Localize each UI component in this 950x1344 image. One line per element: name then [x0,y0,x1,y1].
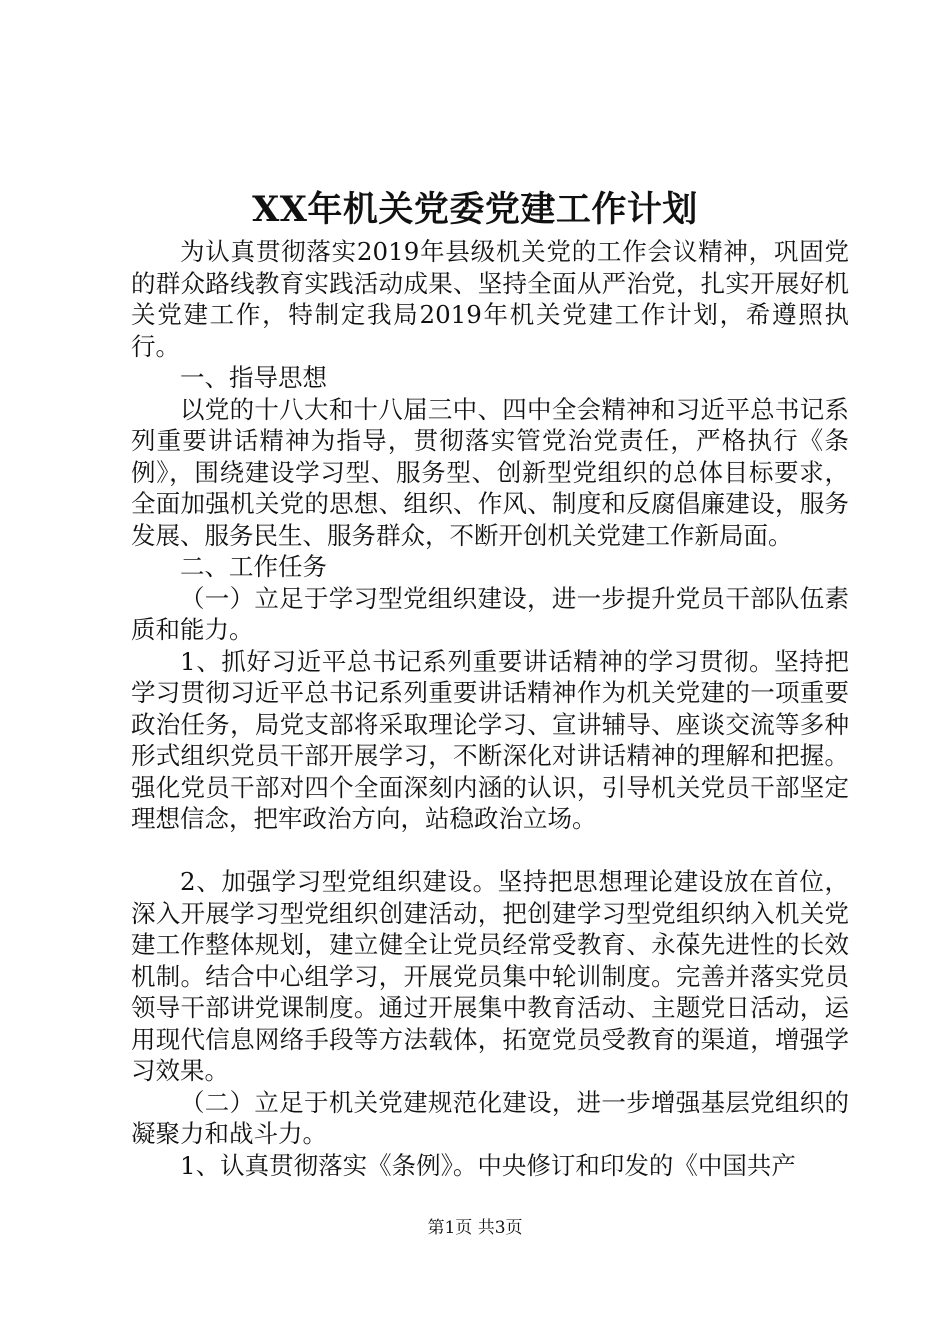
subheading-learning-organization: （一）立足于学习型党组织建设，进一步提升党员干部队伍素质和能力。 [131,583,849,644]
subheading-standardization: （二）立足于机关党建规范化建设，进一步增强基层党组织的凝聚力和战斗力。 [131,1087,849,1148]
paragraph-task-1: 1、抓好习近平总书记系列重要讲话精神的学习贯彻。坚持把学习贯彻习近平总书记系列重要讲话精神作为机关党建的一项重要政治任务，局党支部将采取理论学习、宣讲辅导、座谈交流等多种形式组织党员干部开展学习，不断深化对讲话精神的理解和把握。强化党员干部对四个全面深刻内涵的认识，引导机关党员干部坚定理想信念，把牢政治方向，站稳政治立场。 [131,646,849,833]
document-body [131,236,849,1181]
paragraph-guiding-ideology: 以党的十八大和十八届三中、四中全会精神和习近平总书记系列重要讲话精神为指导，贯彻落实管党治党责任，严格执行《条例》，围绕建设学习型、服务型、创新型党组织的总体目标要求，全面加强机关党的思想、组织、作风、制度和反腐倡廉建设，服务发展、服务民生、服务群众，不断开创机关党建工作新局面。 [131,394,849,550]
heading-guiding-ideology: 一、指导思想 [180,363,327,392]
paragraph-intro: 为认真贯彻落实2019年县级机关党的工作会议精神，巩固党的群众路线教育实践活动成果、坚持全面从严治党，扎实开展好机关党建工作，特制定我局2019年机关党建工作计划，希遵照执行。 [131,237,849,361]
paragraph-regulations: 1、认真贯彻落实《条例》。中央修订和印发的《中国共产 [180,1150,796,1180]
page-number: 第1页 共3页 [427,1218,523,1238]
paragraph-task-2: 2、加强学习型党组织建设。坚持把思想理论建设放在首位，深入开展学习型党组织创建活动，把创建学习型党组织纳入机关党建工作整体规划，建立健全让党员经常受教育、永葆先进性的长效机制。结合中心组学习，开展党员集中轮训制度。完善并落实党员领导干部讲党课制度。通过开展集中教育活动、主题党日活动，运用现代信息网络手段等方法载体，拓宽党员受教育的渠道，增强学习效果。 [131,867,849,1085]
heading-work-tasks: 二、工作任务 [180,552,327,581]
document-title: XX年机关党委党建工作计划 [252,189,698,230]
